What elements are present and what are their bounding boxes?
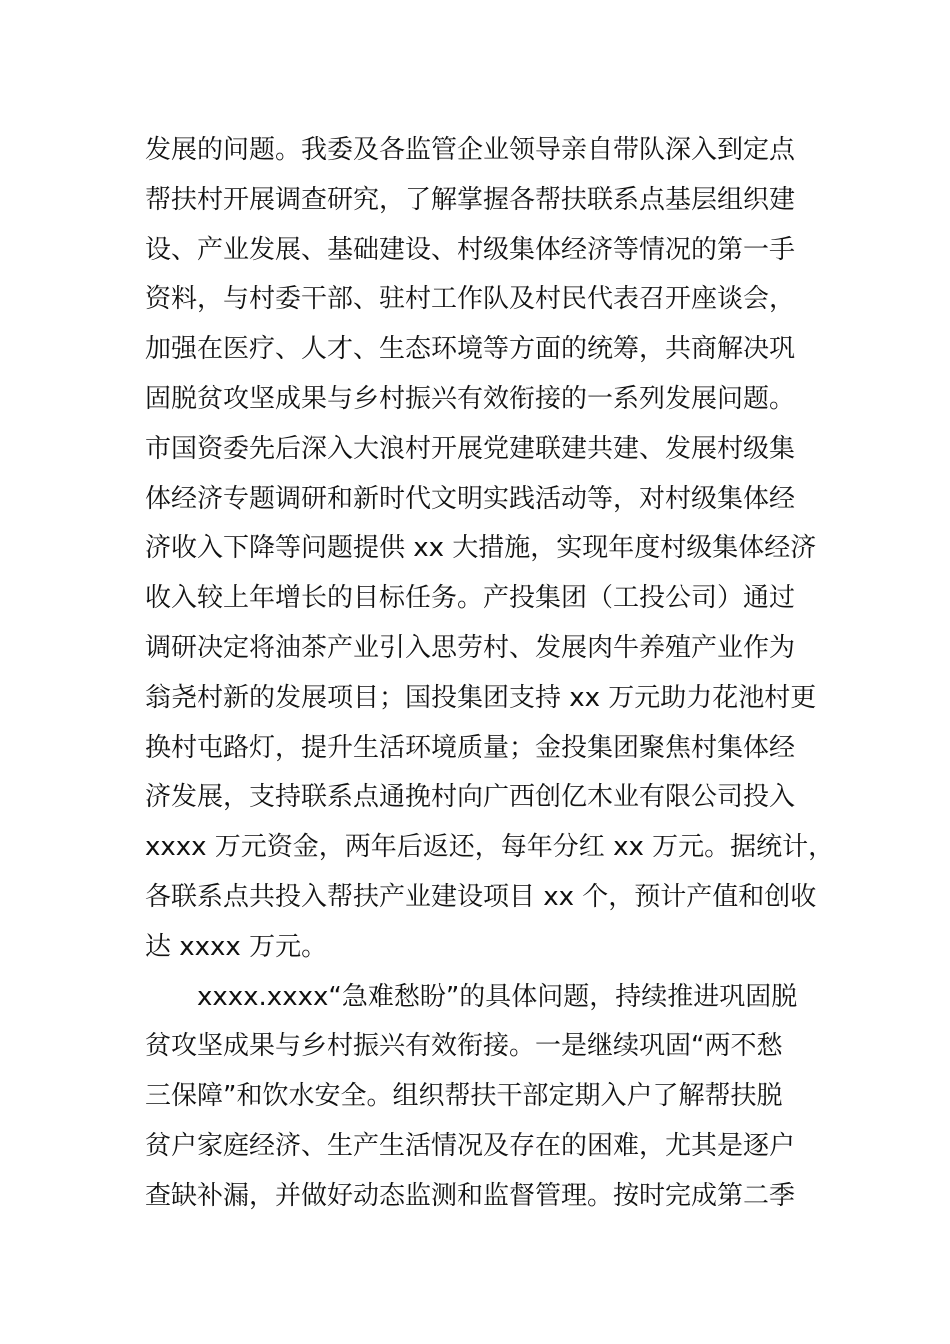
text-line: 帮扶村开展调查研究，了解掌握各帮扶联系点基层组织建 <box>145 184 796 215</box>
paragraph-1 <box>145 126 835 973</box>
text-line: 查缺补漏，并做好动态监测和监督管理。按时完成第二季 <box>145 1180 796 1211</box>
text-line: 各联系点共投入帮扶产业建设项目 xx 个，预计产值和创收 <box>145 881 817 912</box>
text-line: 贫户家庭经济、生产生活情况及存在的困难，尤其是逐户 <box>145 1130 796 1161</box>
text-line: 济发展，支持联系点通挽村向广西创亿木业有限公司投入 <box>145 782 796 813</box>
paragraph-2 <box>145 973 835 1222</box>
document-body <box>145 126 835 1222</box>
text-line: 济收入下降等问题提供 xx 大措施，实现年度村级集体经济 <box>145 533 817 564</box>
text-line: 资料，与村委干部、驻村工作队及村民代表召开座谈会， <box>145 284 796 315</box>
text-line: 贫攻坚成果与乡村振兴有效衔接。一是继续巩固“两不愁 <box>145 1031 783 1062</box>
text-line: 固脱贫攻坚成果与乡村振兴有效衔接的一系列发展问题。 <box>145 383 796 414</box>
text-line: xxxx 万元资金，两年后返还，每年分红 xx 万元。据统计， <box>145 832 835 863</box>
text-line: 加强在医疗、人才、生态环境等方面的统筹，共商解决巩 <box>145 334 796 365</box>
text-line: 换村屯路灯，提升生活环境质量；金投集团聚焦村集体经 <box>145 732 796 763</box>
text-line: 翁尧村新的发展项目；国投集团支持 xx 万元助力花池村更 <box>145 682 817 713</box>
text-line: 三保障”和饮水安全。组织帮扶干部定期入户了解帮扶脱 <box>145 1081 783 1112</box>
text-line: xxxx.xxxx“急难愁盼”的具体问题，持续推进巩固脱 <box>197 981 798 1012</box>
text-line: 发展的问题。我委及各监管企业领导亲自带队深入到定点 <box>145 135 796 165</box>
text-line: 体经济专题调研和新时代文明实践活动等，对村级集体经 <box>145 483 796 514</box>
text-line: 收入较上年增长的目标任务。产投集团（工投公司）通过 <box>145 583 796 614</box>
text-line: 达 xxxx 万元。 <box>145 931 328 962</box>
text-line: 市国资委先后深入大浪村开展党建联建共建、发展村级集 <box>145 433 796 464</box>
text-line: 设、产业发展、基础建设、村级集体经济等情况的第一手 <box>145 234 796 265</box>
text-line: 调研决定将油茶产业引入思劳村、发展肉牛养殖产业作为 <box>145 632 796 663</box>
